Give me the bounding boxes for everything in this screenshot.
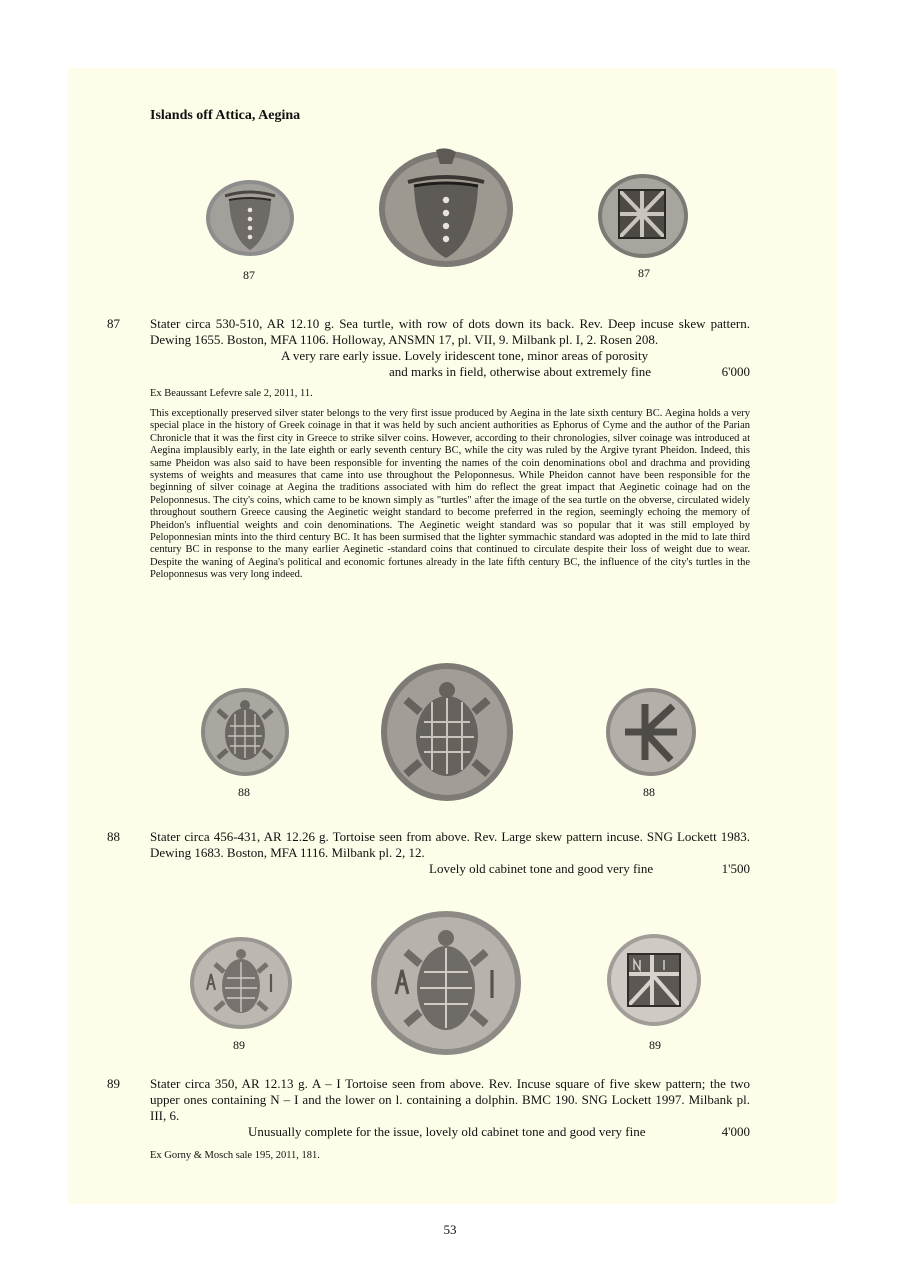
lot-87-description: Stater circa 530-510, AR 12.10 g. Sea turtle, with row of dots down its back. Rev. Deep incuse skew pattern. Dewing 1655. Boston, MFA 1106. Holloway, ANSMN 17, pl. VII, 9. Milbank pl. I, 2. Rosen 208.: [150, 316, 750, 347]
lot-87-price: 6'000: [721, 364, 750, 379]
lot-89-obverse-caption: 89: [233, 1038, 245, 1052]
lot-88-reverse-caption: 88: [643, 785, 655, 799]
lot-87-remark-text2: and marks in field, otherwise about extremely fine: [389, 364, 652, 379]
lot-89-obverse-coin: [189, 936, 293, 1030]
page-number: 53: [443, 1222, 457, 1237]
lot-87-essay: This exceptionally preserved silver stater belongs to the very first issue produced by Aegina in the late sixth century BC. Aegina holds a very special place in the history of Greek coinage in that it was held by such ancient authorities as Ephorus of Cyme and the author of the Parian Chronicle that it was the first city in Greece to strike silver coins. However, according to their chronologies, silver coinage was introduced at Aegina implausibly early, in the late eighth or early seventh century BC, while the city was ruled by the Argive tyrant Pheidon. Indeed, this same Pheidon was also said to have been responsible for inventing the names of the coin denominations obol and drachma and providing systems of weights and measures that came into use throughout the Peloponnesus. While Pheidon cannot have been responsible for the beginning of silver coinage at Aegina the traditions associated with him do reflect the great impact that Aeginetic coinage had on the Peloponnesus. The city's coins, which came to be known simply as "turtles" after the image of the sea turtle on the obverse, circulated widely throughout southern Greece causing the Aeginetic weight standard to become preferred in the region, seemingly echoing the memory of Pheidon's influential weights and coin denominations. The Aeginetic weight standard was so popular that it was still employed by Peloponnesian mints into the third century BC. It has been surmised that the lighter symmachic standard was adopted in the mid to late third century BC in response to the many earlier Aeginetic -standard coins that continued to circulate despite their loss of weight due to wear. Despite the waning of Aegina's political and economic fortunes already in the late fifth century BC, the influence of the city's turtles in the Peloponnesus was very long indeed.: [150, 408, 750, 581]
lot-88-description: Stater circa 456-431, AR 12.26 g. Tortoise seen from above. Rev. Large skew pattern incuse. SNG Lockett 1983. Dewing 1683. Boston, MFA 1116. Milbank pl. 2, 12.: [150, 829, 750, 860]
lot-88-obverse-coin-enlarged: [380, 662, 514, 802]
section-title: Islands off Attica, Aegina: [150, 108, 301, 123]
lot-88-remark-text1: Lovely old cabinet tone and good very fine: [429, 861, 654, 876]
lot-87-obverse-coin: [205, 178, 295, 258]
lot-89-remark-text1: Unusually complete for the issue, lovely old cabinet tone and good very fine: [248, 1124, 646, 1139]
lot-87-reverse-coin: [597, 172, 689, 260]
lot-87-provenance: Ex Beaussant Lefevre sale 2, 2011, 11.: [150, 388, 313, 399]
lot-89-obverse-coin-enlarged: [370, 910, 522, 1056]
lot-88-price: 1'500: [721, 861, 750, 876]
lot-89-reverse-caption: 89: [649, 1038, 661, 1052]
lot-89-description: Stater circa 350, AR 12.13 g. A – I Tortoise seen from above. Rev. Incuse square of five skew pattern; the two upper ones containing N – I and the lower on l. containing a dolphin. BMC 190. SNG Lockett 1997. Milbank pl. III, 6.: [150, 1076, 750, 1123]
lot-87-remark-text1: A very rare early issue. Lovely iridescent tone, minor areas of porosity: [281, 348, 649, 363]
lot-89-reverse-coin: [606, 932, 702, 1028]
lot-88-obverse-caption: 88: [238, 785, 250, 799]
lot-88-obverse-coin: [200, 686, 290, 778]
lot-87-obverse-coin-enlarged: [378, 146, 514, 268]
lot-89-price: 4'000: [721, 1124, 750, 1139]
lot-87-number: 87: [107, 316, 120, 331]
lot-88-reverse-coin: [605, 686, 697, 778]
lot-87-obverse-caption: 87: [243, 268, 255, 282]
lot-87-reverse-caption: 87: [638, 266, 650, 280]
lot-89-number: 89: [107, 1076, 120, 1091]
lot-88-number: 88: [107, 829, 120, 844]
lot-89-provenance: Ex Gorny & Mosch sale 195, 2011, 181.: [150, 1150, 320, 1161]
